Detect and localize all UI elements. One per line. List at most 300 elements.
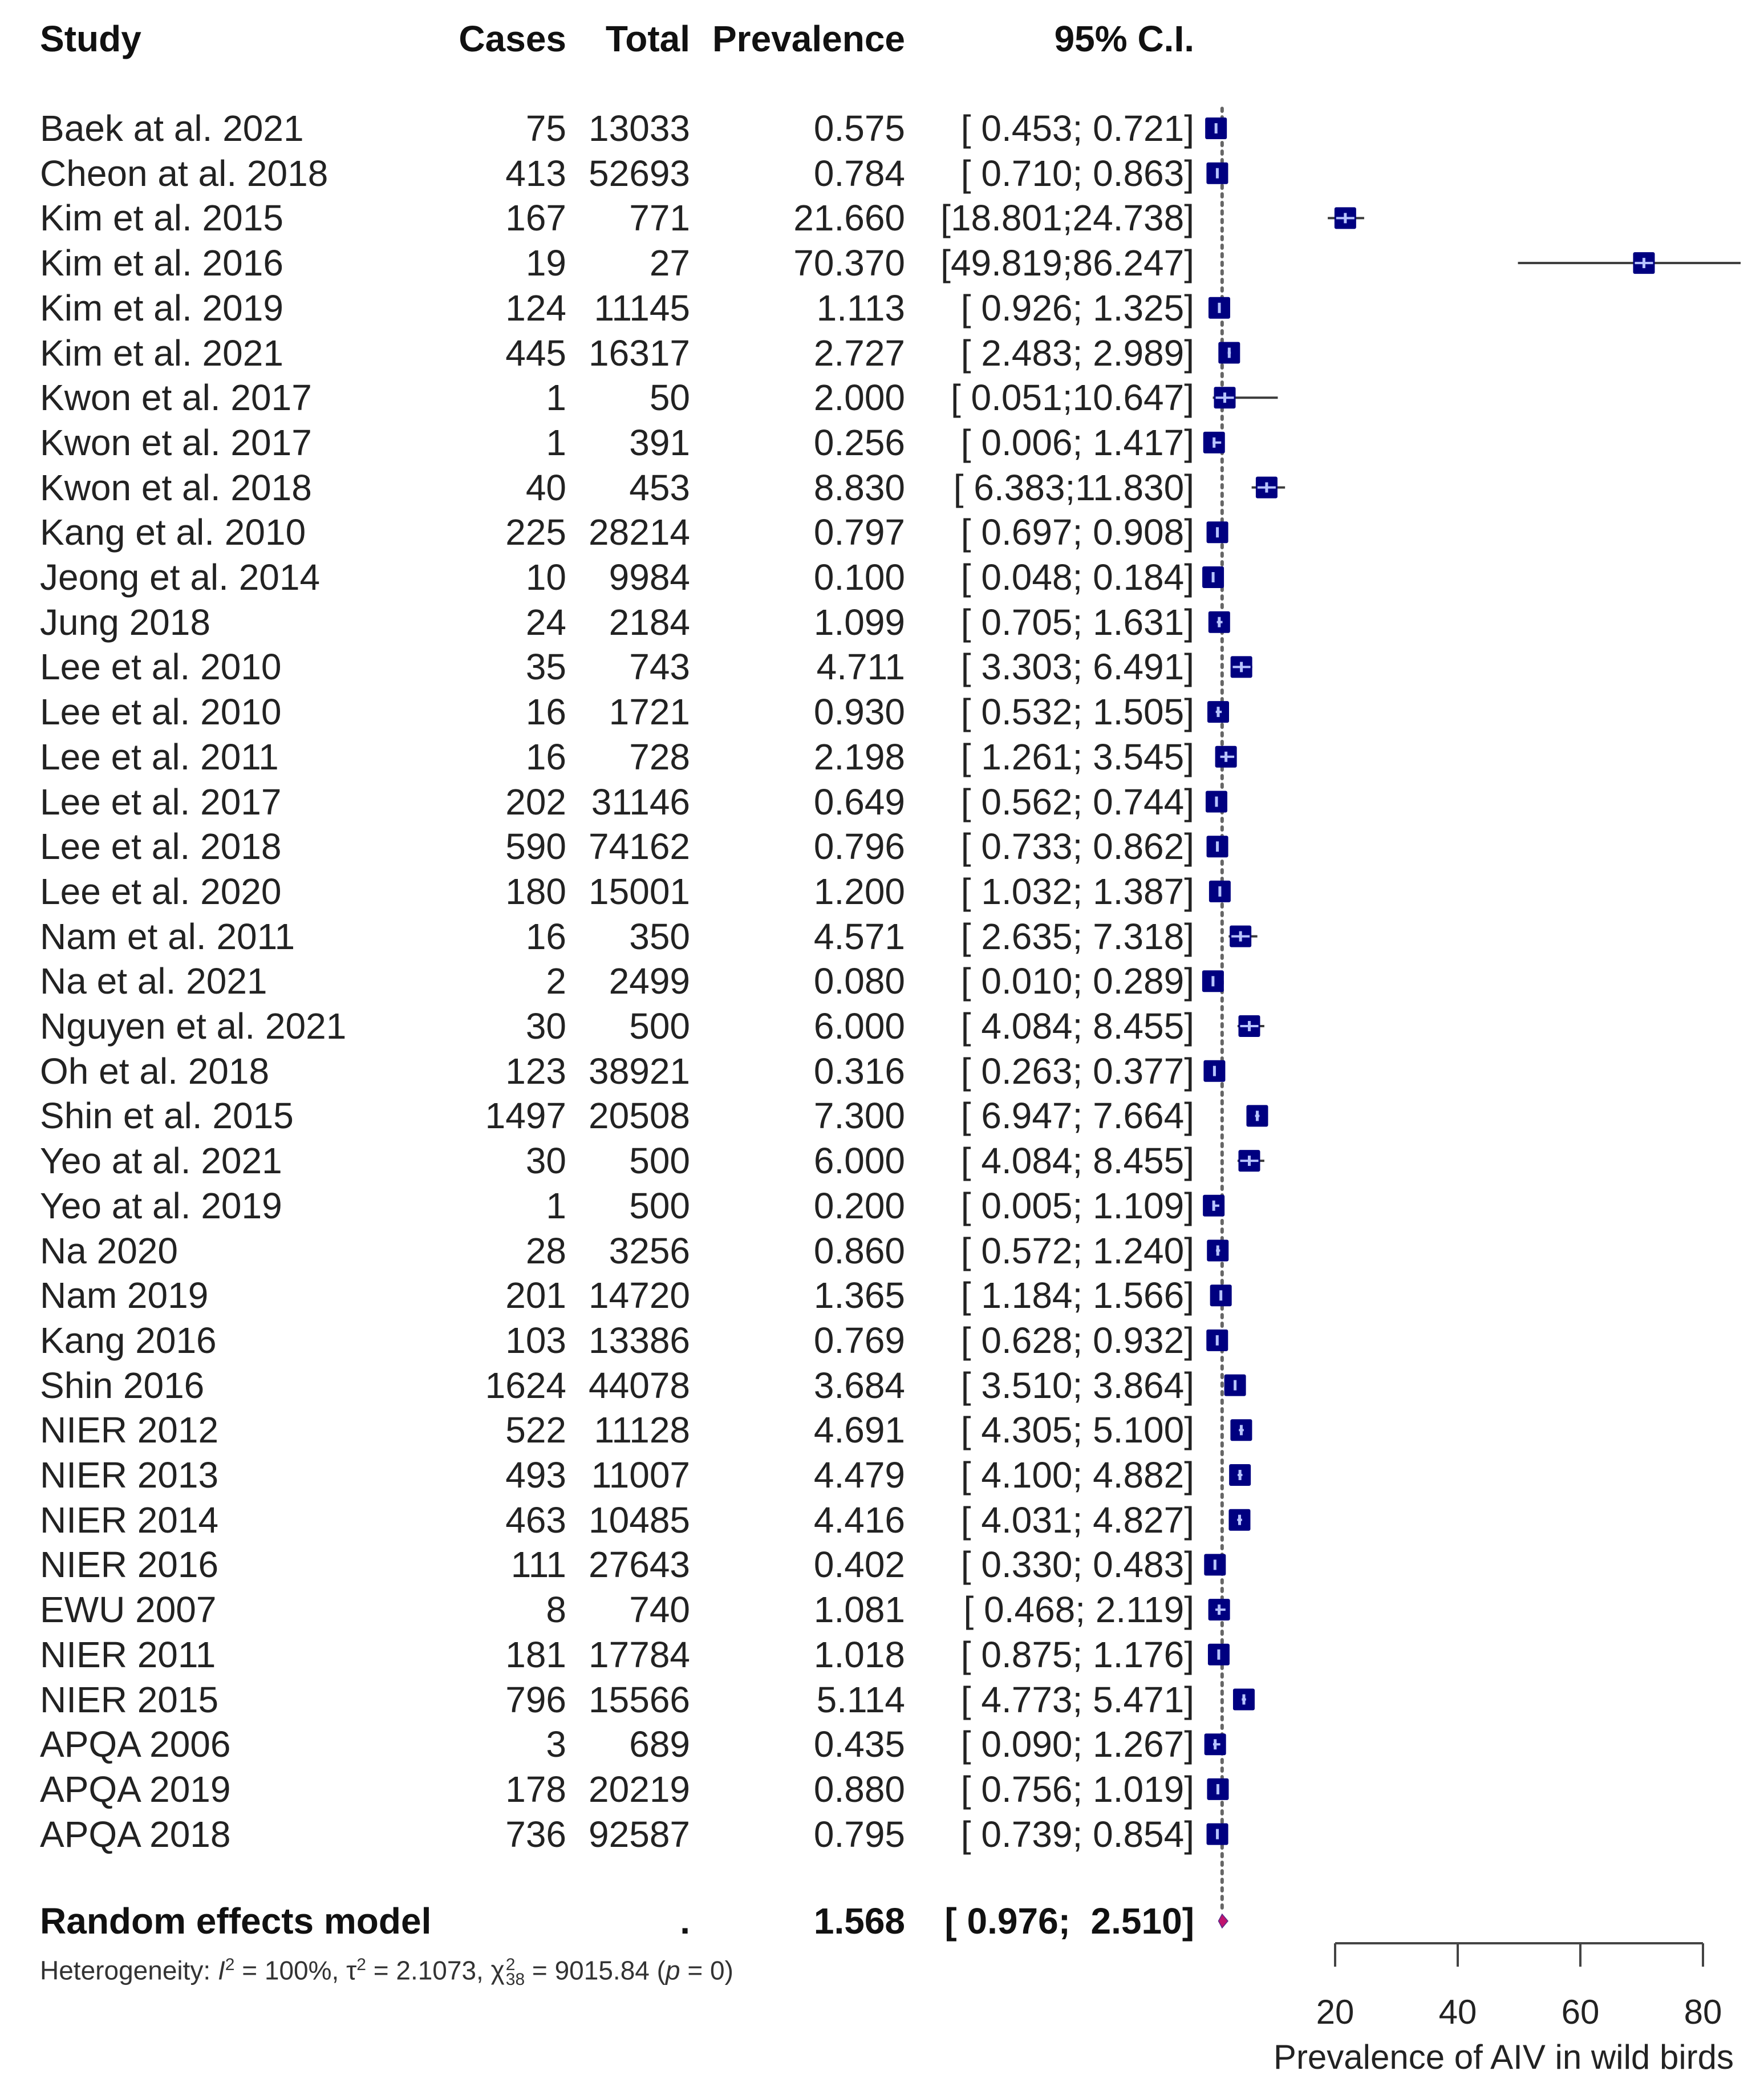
ci-value: [ 0.263; 0.377] <box>960 1050 1194 1092</box>
study-name: Na 2020 <box>40 1230 178 1271</box>
prevalence-value: 0.200 <box>813 1185 905 1226</box>
ci-value: [ 4.100; 4.882] <box>960 1454 1194 1496</box>
ci-value: [ 0.453; 0.721] <box>960 108 1194 149</box>
prevalence-value: 4.691 <box>813 1409 905 1451</box>
prevalence-value: 5.114 <box>816 1679 905 1720</box>
study-name: Lee et al. 2010 <box>40 646 282 688</box>
ci-value: [ 0.005; 1.109] <box>960 1185 1194 1226</box>
cases-value: 1 <box>546 377 566 419</box>
ci-value: [ 0.926; 1.325] <box>960 287 1194 329</box>
total-value: 728 <box>629 736 690 777</box>
study-name: Kim et al. 2019 <box>40 287 283 329</box>
study-marker <box>1209 297 1230 319</box>
summary-ci: [ 0.976; 2.510] <box>944 1900 1194 1942</box>
total-value: 391 <box>629 422 690 463</box>
study-name: NIER 2011 <box>40 1634 216 1675</box>
total-value: 20219 <box>589 1768 690 1810</box>
ci-value: [ 2.483; 2.989] <box>960 332 1194 374</box>
study-name: NIER 2014 <box>40 1499 219 1541</box>
cases-value: 202 <box>505 781 566 822</box>
total-value: 15001 <box>589 870 690 912</box>
cases-value: 3 <box>546 1724 566 1765</box>
study-marker <box>1209 881 1231 902</box>
study-marker <box>1246 1105 1268 1126</box>
study-marker <box>1218 342 1240 364</box>
study-name: Shin et al. 2015 <box>40 1095 294 1137</box>
total-value: 50 <box>649 377 690 419</box>
prevalence-value: 70.370 <box>793 242 905 284</box>
study-marker <box>1206 1330 1228 1351</box>
cases-value: 24 <box>525 601 566 643</box>
study-marker <box>1207 1778 1228 1800</box>
het-p-symbol: p <box>665 1955 680 1985</box>
cases-value: 40 <box>525 467 566 508</box>
study-name: APQA 2019 <box>40 1768 231 1810</box>
study-marker <box>1203 1195 1224 1217</box>
prevalence-square <box>1206 791 1227 813</box>
het-chi-df: 38 <box>505 1970 525 1989</box>
prevalence-value: 0.435 <box>813 1724 905 1765</box>
prevalence-square <box>1215 746 1237 768</box>
total-value: 453 <box>629 467 690 508</box>
study-marker <box>1207 1240 1228 1262</box>
total-value: 74162 <box>589 826 690 868</box>
ci-value: [ 0.705; 1.631] <box>960 601 1194 643</box>
prevalence-square <box>1246 1105 1268 1126</box>
study-name: Kang 2016 <box>40 1319 217 1361</box>
total-value: 28214 <box>589 512 690 553</box>
prevalence-value: 0.575 <box>813 108 905 149</box>
study-marker <box>1210 1284 1232 1306</box>
prevalence-value: 8.830 <box>813 467 905 508</box>
prevalence-square <box>1206 163 1228 184</box>
study-marker <box>1233 1689 1255 1711</box>
study-name: Na et al. 2021 <box>40 961 267 1002</box>
total-value: 31146 <box>591 781 690 822</box>
ci-value: [ 4.084; 8.455] <box>960 1006 1194 1047</box>
cases-value: 1 <box>546 422 566 463</box>
total-value: 771 <box>629 197 690 239</box>
prevalence-square <box>1633 252 1654 274</box>
prevalence-value: 0.100 <box>813 557 905 598</box>
prevalence-value: 0.256 <box>813 422 905 463</box>
prevalence-square <box>1207 1778 1228 1800</box>
prevalence-square <box>1218 342 1240 364</box>
study-marker <box>1206 791 1227 813</box>
study-marker <box>1228 926 1257 947</box>
total-value: 16317 <box>589 332 690 374</box>
study-marker <box>1208 1644 1230 1665</box>
prevalence-square <box>1208 1644 1230 1665</box>
prevalence-value: 2.727 <box>813 332 905 374</box>
study-marker <box>1207 1823 1228 1845</box>
study-marker <box>1328 207 1364 229</box>
ci-value: [ 1.261; 3.545] <box>960 736 1194 777</box>
prevalence-value: 0.797 <box>813 512 905 553</box>
prevalence-square <box>1209 611 1230 633</box>
study-name: Lee et al. 2018 <box>40 826 282 868</box>
total-value: 13033 <box>589 108 690 149</box>
prevalence-square <box>1203 432 1225 453</box>
prevalence-square <box>1239 1150 1260 1172</box>
ci-value: [ 0.330; 0.483] <box>960 1544 1194 1586</box>
study-name: Kwon et al. 2017 <box>40 422 312 463</box>
total-value: 52693 <box>589 152 690 194</box>
study-name: Lee et al. 2020 <box>40 870 282 912</box>
study-name: NIER 2012 <box>40 1409 219 1451</box>
prevalence-square <box>1209 1599 1230 1620</box>
cases-value: 35 <box>525 646 566 688</box>
total-value: 743 <box>629 646 690 688</box>
prevalence-value: 0.796 <box>813 826 905 868</box>
total-value: 9984 <box>609 557 690 598</box>
total-value: 11128 <box>594 1409 690 1451</box>
prevalence-value: 6.000 <box>813 1006 905 1047</box>
het-chi-sup: 2 <box>505 1955 516 1975</box>
prevalence-square <box>1207 1240 1228 1262</box>
study-name: Nam 2019 <box>40 1275 209 1316</box>
study-name: EWU 2007 <box>40 1589 217 1631</box>
ci-value: [ 0.051;10.647] <box>950 377 1194 419</box>
ci-value: [ 4.773; 5.471] <box>960 1679 1194 1720</box>
ci-value: [ 0.697; 0.908] <box>960 512 1194 553</box>
study-name: Nam et al. 2011 <box>40 915 295 957</box>
study-marker <box>1215 746 1237 768</box>
study-marker <box>1231 656 1252 678</box>
cases-value: 1 <box>546 1185 566 1226</box>
het-i2-symbol: I <box>217 1955 225 1985</box>
header-ci: 95% C.I. <box>1054 18 1194 59</box>
ci-value: [ 4.031; 4.827] <box>960 1499 1194 1541</box>
het-chi-symbol: χ <box>490 1955 505 1985</box>
study-marker <box>1206 163 1228 184</box>
study-name: Jeong et al. 2014 <box>40 557 321 598</box>
prevalence-square <box>1205 117 1227 139</box>
prevalence-value: 0.784 <box>813 152 905 194</box>
study-marker <box>1229 1464 1251 1486</box>
study-name: Lee et al. 2011 <box>40 736 279 777</box>
prevalence-square <box>1230 1419 1252 1441</box>
prevalence-value: 0.769 <box>813 1319 905 1361</box>
axis-tick-20: 20 <box>1316 1993 1355 2031</box>
header-study: Study <box>40 18 141 59</box>
study-name: Nguyen et al. 2021 <box>40 1006 347 1047</box>
prevalence-value: 4.416 <box>813 1499 905 1541</box>
cases-value: 796 <box>505 1679 566 1720</box>
study-marker <box>1203 432 1225 453</box>
het-tau-symbol: τ <box>346 1955 357 1985</box>
summary-label: Random effects model <box>40 1900 432 1942</box>
study-marker <box>1204 1554 1226 1575</box>
cases-value: 75 <box>525 108 566 149</box>
total-value: 500 <box>629 1140 690 1182</box>
total-value: 689 <box>629 1724 690 1765</box>
study-marker <box>1238 1150 1264 1172</box>
total-value: 2499 <box>609 961 690 1002</box>
prevalence-value: 0.930 <box>813 691 905 733</box>
prevalence-square <box>1228 1509 1250 1531</box>
summary-diamond <box>1218 1914 1227 1928</box>
ci-value: [ 6.947; 7.664] <box>960 1095 1194 1137</box>
header-prevalence: Prevalence <box>712 18 905 59</box>
cases-value: 463 <box>505 1499 566 1541</box>
total-value: 10485 <box>589 1499 690 1541</box>
header-total: Total <box>605 18 690 59</box>
prevalence-square <box>1207 1823 1228 1845</box>
study-name: Kwon et al. 2018 <box>40 467 312 508</box>
total-value: 44078 <box>589 1364 690 1406</box>
total-value: 11007 <box>591 1454 690 1496</box>
prevalence-square <box>1207 836 1228 857</box>
prevalence-value: 4.711 <box>816 646 905 688</box>
total-value: 15566 <box>589 1679 690 1720</box>
het-chi-value: = 9015.84 ( <box>525 1955 666 1985</box>
cases-value: 178 <box>505 1768 566 1810</box>
cases-value: 225 <box>505 512 566 553</box>
total-value: 500 <box>629 1185 690 1226</box>
total-value: 13386 <box>589 1319 690 1361</box>
study-name: Shin 2016 <box>40 1364 205 1406</box>
prevalence-value: 4.479 <box>813 1454 905 1496</box>
cases-value: 181 <box>505 1634 566 1675</box>
prevalence-value: 2.198 <box>813 736 905 777</box>
prevalence-value: 4.571 <box>813 915 905 957</box>
cases-value: 30 <box>525 1140 566 1182</box>
study-name: Kang et al. 2010 <box>40 512 306 553</box>
prevalence-value: 2.000 <box>813 377 905 419</box>
ci-value: [ 0.710; 0.863] <box>960 152 1194 194</box>
ci-value: [18.801;24.738] <box>940 197 1194 239</box>
study-marker <box>1228 1509 1250 1531</box>
prevalence-value: 0.402 <box>813 1544 905 1586</box>
prevalence-square <box>1207 521 1228 543</box>
ci-value: [ 0.628; 0.932] <box>960 1319 1194 1361</box>
het-i2-value: = 100%, <box>234 1955 347 1985</box>
study-marker <box>1205 1733 1226 1755</box>
ci-value: [ 0.572; 1.240] <box>960 1230 1194 1271</box>
ci-value: [ 4.305; 5.100] <box>960 1409 1194 1451</box>
het-i2-sup: 2 <box>225 1955 235 1974</box>
header-cases: Cases <box>459 18 566 59</box>
study-marker <box>1207 836 1228 857</box>
cases-value: 28 <box>525 1230 566 1271</box>
het-chi <box>491 1956 525 1987</box>
cases-value: 16 <box>525 915 566 957</box>
prevalence-square <box>1203 1195 1224 1217</box>
ci-value: [49.819;86.247] <box>940 242 1194 284</box>
study-marker <box>1518 252 1741 274</box>
prevalence-square <box>1202 566 1224 588</box>
cases-value: 30 <box>525 1006 566 1047</box>
cases-value: 590 <box>505 826 566 868</box>
total-value: 11145 <box>594 287 690 329</box>
prevalence-value: 1.200 <box>813 870 905 912</box>
prevalence-value: 0.860 <box>813 1230 905 1271</box>
prevalence-square <box>1206 1330 1228 1351</box>
study-marker <box>1209 1599 1230 1620</box>
study-name: NIER 2015 <box>40 1679 219 1720</box>
prevalence-square <box>1204 1554 1226 1575</box>
ci-value: [ 0.090; 1.267] <box>960 1724 1194 1765</box>
axis-tick-80: 80 <box>1684 1993 1722 2031</box>
cases-value: 167 <box>505 197 566 239</box>
total-value: 740 <box>629 1589 690 1631</box>
ci-value: [ 1.184; 1.566] <box>960 1275 1194 1316</box>
cases-value: 8 <box>546 1589 566 1631</box>
het-p-value: = 0) <box>680 1955 733 1985</box>
prevalence-square <box>1209 297 1230 319</box>
ci-value: [ 0.010; 0.289] <box>960 961 1194 1002</box>
prevalence-value: 1.113 <box>816 287 905 329</box>
prevalence-square <box>1233 1689 1255 1711</box>
study-marker <box>1230 1419 1252 1441</box>
study-marker <box>1202 566 1224 588</box>
cases-value: 522 <box>505 1409 566 1451</box>
axis-tick-40: 40 <box>1438 1993 1477 2031</box>
total-value: 38921 <box>589 1050 690 1092</box>
study-marker <box>1207 701 1229 723</box>
cases-value: 1624 <box>485 1364 566 1406</box>
cases-value: 124 <box>505 287 566 329</box>
ci-value: [ 0.562; 0.744] <box>960 781 1194 822</box>
cases-value: 201 <box>505 1275 566 1316</box>
study-marker <box>1202 970 1224 992</box>
study-marker <box>1213 387 1278 408</box>
cases-value: 445 <box>505 332 566 374</box>
cases-value: 123 <box>505 1050 566 1092</box>
prevalence-square <box>1202 970 1224 992</box>
prevalence-value: 3.684 <box>813 1364 905 1406</box>
total-value: 20508 <box>589 1095 690 1137</box>
prevalence-square <box>1335 207 1356 229</box>
cases-value: 19 <box>525 242 566 284</box>
study-name: Kim et al. 2021 <box>40 332 283 374</box>
prevalence-square <box>1209 881 1231 902</box>
study-name: Kim et al. 2016 <box>40 242 283 284</box>
ci-value: [ 0.733; 0.862] <box>960 826 1194 868</box>
study-name: Oh et al. 2018 <box>40 1050 270 1092</box>
total-value: 92587 <box>589 1813 690 1855</box>
ci-value: [ 6.383;11.830] <box>953 467 1194 508</box>
study-name: Yeo at al. 2019 <box>40 1185 282 1226</box>
ci-value: [ 0.532; 1.505] <box>960 691 1194 733</box>
cases-value: 2 <box>546 961 566 1002</box>
prevalence-square <box>1239 1015 1260 1037</box>
prevalence-value: 0.316 <box>813 1050 905 1092</box>
prevalence-value: 0.080 <box>813 961 905 1002</box>
prevalence-value: 1.081 <box>813 1589 905 1631</box>
cases-value: 493 <box>505 1454 566 1496</box>
prevalence-square <box>1203 1060 1225 1082</box>
study-name: Lee et al. 2010 <box>40 691 282 733</box>
prevalence-square <box>1214 387 1236 408</box>
prevalence-square <box>1230 926 1251 947</box>
cases-value: 413 <box>505 152 566 194</box>
total-value: 350 <box>629 915 690 957</box>
prevalence-square <box>1210 1284 1232 1306</box>
total-value: 1721 <box>609 691 690 733</box>
study-name: APQA 2018 <box>40 1813 231 1855</box>
total-value: 17784 <box>589 1634 690 1675</box>
prevalence-square <box>1229 1464 1251 1486</box>
study-marker <box>1209 611 1230 633</box>
total-value: 3256 <box>609 1230 690 1271</box>
cases-value: 16 <box>525 691 566 733</box>
study-marker <box>1207 521 1228 543</box>
cases-value: 16 <box>525 736 566 777</box>
cases-value: 736 <box>505 1813 566 1855</box>
study-name: Cheon at al. 2018 <box>40 152 329 194</box>
prevalence-value: 6.000 <box>813 1140 905 1182</box>
prevalence-value: 0.795 <box>813 1813 905 1855</box>
ci-value: [ 0.875; 1.176] <box>960 1634 1194 1675</box>
total-value: 27643 <box>589 1544 690 1586</box>
prevalence-square <box>1256 477 1278 499</box>
ci-value: [ 4.084; 8.455] <box>960 1140 1194 1182</box>
study-name: Baek at al. 2021 <box>40 108 304 149</box>
ci-value: [ 2.635; 7.318] <box>960 915 1194 957</box>
axis-tick-60: 60 <box>1561 1993 1600 2031</box>
het-prefix: Heterogeneity: <box>40 1955 218 1985</box>
study-marker <box>1224 1375 1246 1396</box>
axis-label: Prevalence of AIV in wild birds <box>1273 2038 1734 2076</box>
ci-value: [ 0.006; 1.417] <box>960 422 1194 463</box>
ci-value: [ 0.468; 2.119] <box>963 1589 1194 1631</box>
prevalence-value: 0.880 <box>813 1768 905 1810</box>
total-value: 14720 <box>589 1275 690 1316</box>
heterogeneity-text <box>40 1951 733 1987</box>
study-name: Kim et al. 2015 <box>40 197 283 239</box>
prevalence-square <box>1231 656 1252 678</box>
study-name: NIER 2016 <box>40 1544 219 1586</box>
study-name: Kwon et al. 2017 <box>40 377 312 419</box>
study-marker <box>1205 117 1227 139</box>
cases-value: 111 <box>510 1544 566 1586</box>
het-tau-sup: 2 <box>356 1955 366 1974</box>
ci-value: [ 1.032; 1.387] <box>960 870 1194 912</box>
ci-value: [ 0.739; 0.854] <box>960 1813 1194 1855</box>
ci-value: [ 3.303; 6.491] <box>960 646 1194 688</box>
prevalence-value: 0.649 <box>813 781 905 822</box>
prevalence-value: 1.099 <box>813 601 905 643</box>
total-value: 27 <box>649 242 690 284</box>
study-name: Yeo at al. 2021 <box>40 1140 282 1182</box>
ci-value: [ 3.510; 3.864] <box>960 1364 1194 1406</box>
cases-value: 180 <box>505 870 566 912</box>
study-marker <box>1203 1060 1225 1082</box>
cases-value: 103 <box>505 1319 566 1361</box>
study-marker <box>1252 477 1286 499</box>
study-marker <box>1238 1015 1264 1037</box>
ci-value: [ 0.756; 1.019] <box>960 1768 1194 1810</box>
study-name: APQA 2006 <box>40 1724 231 1765</box>
prevalence-square <box>1205 1733 1226 1755</box>
cases-value: 1497 <box>485 1095 566 1137</box>
summary-total: . <box>680 1900 690 1942</box>
prevalence-value: 7.300 <box>813 1095 905 1137</box>
prevalence-value: 1.365 <box>813 1275 905 1316</box>
prevalence-value: 1.018 <box>813 1634 905 1675</box>
study-name: Jung 2018 <box>40 601 210 643</box>
study-name: NIER 2013 <box>40 1454 219 1496</box>
total-value: 500 <box>629 1006 690 1047</box>
prevalence-value: 21.660 <box>793 197 905 239</box>
study-name: Lee et al. 2017 <box>40 781 282 822</box>
ci-value: [ 0.048; 0.184] <box>960 557 1194 598</box>
het-tau-value: = 2.1073, <box>366 1955 491 1985</box>
summary-prevalence: 1.568 <box>813 1900 905 1942</box>
prevalence-square <box>1207 701 1229 723</box>
